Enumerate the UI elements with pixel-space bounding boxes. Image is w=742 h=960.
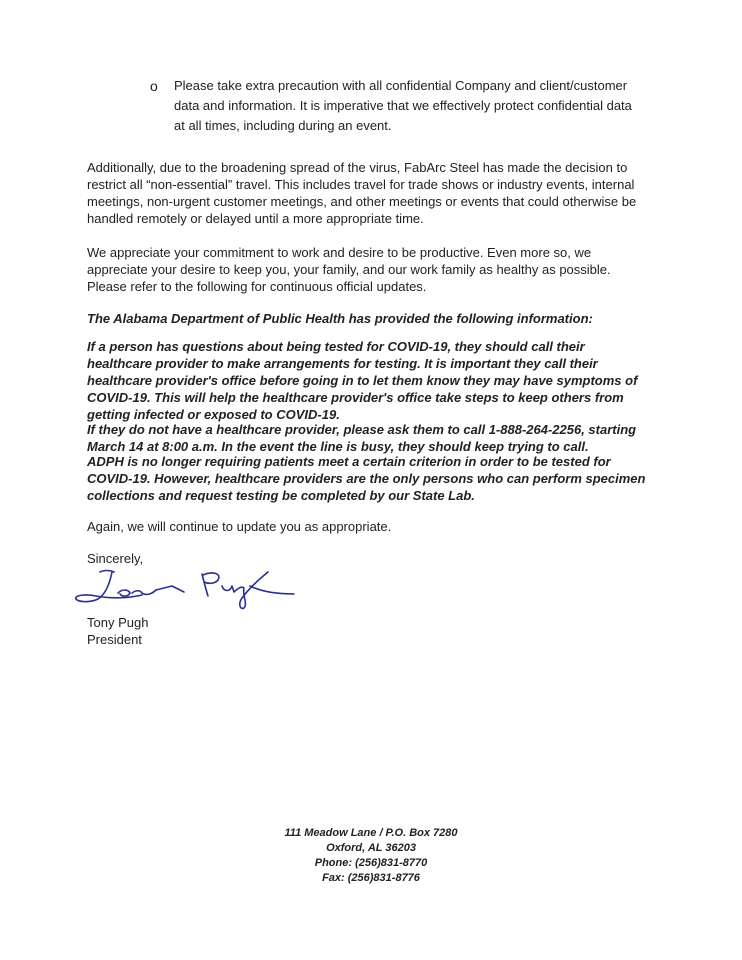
bullet-text: Please take extra precaution with all confidential Company and client/customer data and information. It is imperative that we effectively protect confidential data at all times, including during an event. xyxy=(174,78,632,133)
address-line-2: Oxford, AL 36203 xyxy=(326,842,416,854)
travel-paragraph: Additionally, due to the broadening spread of the virus, FabArc Steel has made the decision to restrict all “non-essential” travel. This includes travel for trade shows or industry events, internal meetings, non-urgent customer meetings, and other meetings or events that could otherwise be handled remotely or delayed until a more appropriate time. xyxy=(87,160,637,226)
handwritten-signature xyxy=(72,562,312,612)
company-address-footer xyxy=(240,826,502,886)
confidential-data-bullet xyxy=(150,76,650,136)
phone-number: Phone: (256)831-8770 xyxy=(314,857,428,869)
appreciation-paragraph: We appreciate your commitment to work and desire to be productive. Even more so, we appreciate your desire to keep you, your family, and our work family as healthy as possible. Please refer to the following for continuous official updates. xyxy=(87,245,611,294)
bullet-marker: o xyxy=(150,78,158,94)
adph-heading: The Alabama Department of Public Health has provided the following information: xyxy=(87,311,593,326)
no-provider-paragraph: If they do not have a healthcare provider, please ask them to call 1-888-264-2256, starting March 14 at 8:00 a.m. In the event the line is busy, they should keep trying to call. xyxy=(87,422,637,454)
closing-paragraph: Again, we will continue to update you as appropriate. xyxy=(87,519,392,534)
testing-paragraph: If a person has questions about being tested for COVID-19, they should call their healthcare provider to make arrangements for testing. It is important they call their healthcare provider's office before going in to let them know they may have symptoms of COVID-19. This will help the healthcare provider's office take steps to keep others from getting infected or exposed to COVID-19. xyxy=(87,339,638,422)
address-line-1: 111 Meadow Lane / P.O. Box 7280 xyxy=(284,827,458,839)
signer-title: President xyxy=(87,632,142,647)
salutation: Sincerely, xyxy=(87,551,144,566)
criterion-paragraph: ADPH is no longer requiring patients meet a certain criterion in order to be tested for COVID-19. However, healthcare providers are the only persons who can perform specimen collections and request testing be completed by our State Lab. xyxy=(87,454,646,503)
fax-number: Fax: (256)831-8776 xyxy=(322,872,420,884)
signer-name: Tony Pugh xyxy=(87,615,149,630)
